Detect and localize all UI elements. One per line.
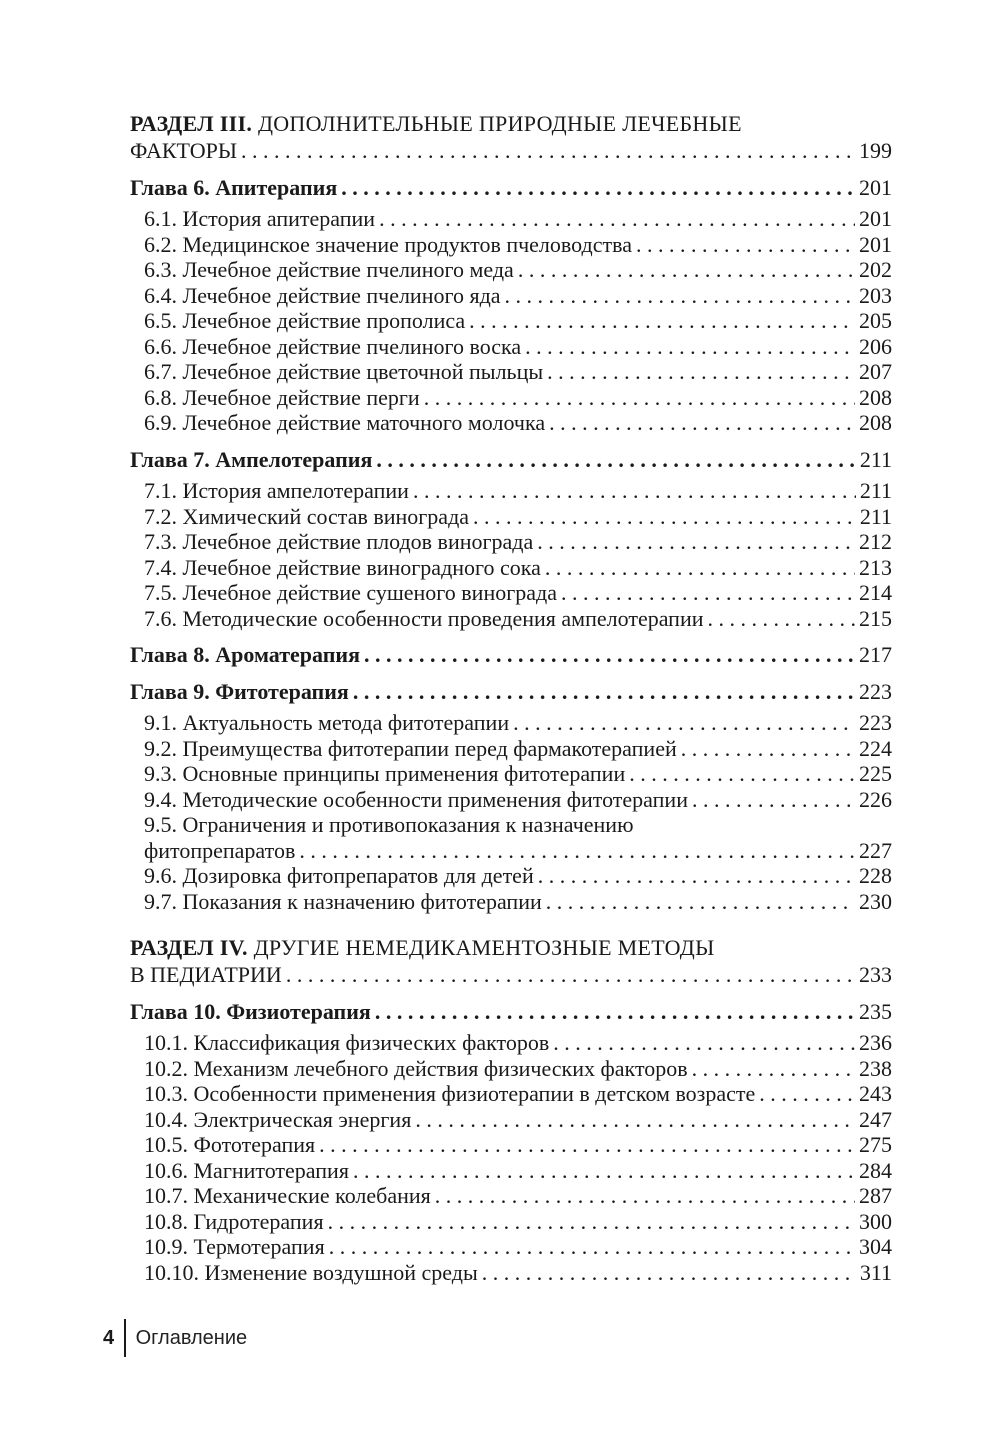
subsection-entry-page: 236 — [859, 1030, 892, 1055]
subsection-entry-label: 7.6. Методические особенности проведения ампелотерапии — [144, 605, 704, 631]
subsection-entry-page: 275 — [859, 1132, 892, 1157]
dot-leader — [482, 1260, 856, 1286]
subsection-entry-label: 10.1. Классификация физических факторов — [144, 1030, 550, 1055]
subsection-entry-page: 203 — [859, 282, 892, 308]
subsection-entry — [130, 889, 892, 915]
chapter-entry-page: 201 — [859, 174, 892, 200]
dot-leader — [525, 334, 855, 360]
subsection-list — [130, 206, 892, 436]
subsection-entry-page: 212 — [859, 529, 892, 554]
dot-leader — [546, 889, 855, 915]
chapter-entry — [130, 642, 892, 668]
subsection-entry — [130, 283, 892, 309]
subsection-entry — [130, 504, 892, 530]
subsection-entry-label: 10.6. Магнитотерапия — [144, 1157, 349, 1183]
subsection-entry-page: 205 — [859, 308, 892, 333]
dot-leader — [353, 679, 855, 705]
subsection-entry — [130, 1183, 892, 1209]
subsection-list — [130, 710, 892, 914]
dot-leader — [469, 308, 855, 334]
subsection-entry — [130, 1132, 892, 1158]
subsection-entry-page: 208 — [859, 410, 892, 435]
subsection-entry-page: 228 — [859, 863, 892, 888]
subsection-entry-page: 304 — [859, 1234, 892, 1259]
subsection-entry — [130, 710, 892, 736]
subsection-entry-label: 6.5. Лечебное действие прополиса — [144, 308, 466, 333]
dot-leader — [537, 529, 855, 555]
subsection-entry-page: 201 — [859, 231, 892, 257]
subsection-entry-page: 230 — [859, 888, 892, 914]
subsection-entry — [130, 1030, 892, 1056]
chapter-entry-label: Глава 10. Физиотерапия — [130, 998, 371, 1024]
subsection-entry-page: 226 — [859, 786, 892, 812]
chapter-entry — [130, 999, 892, 1025]
dot-leader — [553, 1030, 855, 1056]
footer-running-title: Оглавление — [135, 1326, 248, 1349]
subsection-entry-page: 311 — [859, 1259, 892, 1285]
subsection-entry-label: 10.9. Термотерапия — [144, 1234, 325, 1259]
subsection-entry-label: 9.4. Методические особенности применения фитотерапии — [144, 786, 688, 812]
section-title-text: ДРУГИЕ НЕМЕДИКАМЕНТОЗНЫЕ МЕТОДЫ — [247, 935, 715, 960]
dot-leader — [708, 606, 855, 632]
dot-leader — [435, 1183, 855, 1209]
chapter-entry-page: 217 — [859, 642, 892, 667]
subsection-entry-page: 213 — [859, 554, 892, 580]
subsection-entry — [130, 206, 892, 232]
dot-leader — [629, 761, 855, 787]
subsection-entry — [130, 308, 892, 334]
subsection-entry — [130, 838, 892, 864]
dot-leader — [353, 1158, 855, 1184]
subsection-entry-page: 224 — [859, 735, 892, 761]
chapter-entry — [130, 679, 892, 705]
dot-leader — [545, 555, 855, 581]
chapter-entry-label: Глава 6. Апитерапия — [130, 174, 338, 200]
section-title-line1 — [130, 934, 892, 962]
subsection-entry-label: фитопрепаратов — [144, 837, 296, 863]
subsection-entry-label: 10.7. Механические колебания — [144, 1183, 431, 1208]
dot-leader — [341, 175, 855, 201]
subsection-entry-page: 225 — [859, 761, 892, 786]
subsection-entry-page: 287 — [859, 1183, 892, 1208]
subsection-entry — [130, 1209, 892, 1235]
subsection-entry-label: 9.6. Дозировка фитопрепаратов для детей — [144, 863, 534, 888]
subsection-entry — [130, 385, 892, 411]
subsection-entry-page: 247 — [859, 1106, 892, 1132]
subsection-entry-label: 6.7. Лечебное действие цветочной пыльцы — [144, 359, 544, 384]
dot-leader — [415, 1107, 855, 1133]
subsection-entry-label: 6.6. Лечебное действие пчелиного воска — [144, 333, 522, 359]
dot-leader — [299, 838, 855, 864]
subsection-entry — [130, 606, 892, 632]
chapter-entry-label: Глава 9. Фитотерапия — [130, 678, 349, 704]
subsection-entry-label: 10.5. Фототерапия — [144, 1132, 316, 1157]
subsection-list — [130, 1030, 892, 1285]
dot-leader — [547, 359, 855, 385]
dot-leader — [561, 580, 855, 606]
section-title-line2-page: 233 — [859, 962, 892, 987]
section-title-line2-page: 199 — [859, 138, 892, 163]
dot-leader — [413, 478, 856, 504]
chapter-entry-page: 235 — [859, 998, 892, 1024]
table-of-contents — [130, 110, 892, 1285]
dot-leader — [364, 642, 855, 668]
subsection-entry-label: 6.1. История апитерапии — [144, 206, 376, 231]
subsection-entry-label: 9.2. Преимущества фитотерапии перед фармакотерапией — [144, 735, 677, 761]
dot-leader — [692, 1056, 855, 1082]
section-title-text: ДОПОЛНИТЕЛЬНЫЕ ПРИРОДНЫЕ ЛЕЧЕБНЫЕ — [252, 111, 742, 136]
subsection-entry-page: 208 — [859, 384, 892, 410]
subsection-entry-page: 211 — [859, 503, 892, 529]
subsection-entry — [130, 257, 892, 283]
chapter-entry-page: 223 — [859, 678, 892, 704]
dot-leader — [286, 962, 855, 988]
subsection-entry-page: 243 — [859, 1081, 892, 1106]
subsection-entry — [130, 359, 892, 385]
chapter-entry — [130, 447, 892, 473]
subsection-entry — [130, 580, 892, 606]
subsection-entry — [130, 1158, 892, 1184]
subsection-entry — [130, 334, 892, 360]
section-prefix: РАЗДЕЛ III. — [130, 111, 253, 136]
page-footer — [103, 1318, 247, 1358]
subsection-entry-page: 201 — [859, 206, 892, 231]
dot-leader — [328, 1209, 855, 1235]
dot-leader — [549, 410, 855, 436]
subsection-entry — [130, 787, 892, 813]
dot-leader — [329, 1234, 855, 1260]
subsection-entry — [130, 232, 892, 258]
subsection-entry-label: 6.3. Лечебное действие пчелиного меда — [144, 257, 514, 282]
subsection-entry-page: 202 — [859, 257, 892, 282]
subsection-entry-page: 211 — [859, 478, 892, 503]
chapter-entry — [130, 175, 892, 201]
subsection-entry-label: 7.3. Лечебное действие плодов винограда — [144, 529, 534, 554]
subsection-entry-label: 7.4. Лечебное действие виноградного сока — [144, 554, 541, 580]
subsection-entry-page: 223 — [859, 710, 892, 735]
dot-leader — [538, 863, 855, 889]
dot-leader — [473, 504, 856, 530]
subsection-entry-label: 10.2. Механизм лечебного действия физических факторов — [144, 1055, 688, 1081]
subsection-entry — [130, 1081, 892, 1107]
subsection-entry-label: 9.7. Показания к назначению фитотерапии — [144, 888, 542, 914]
subsection-entry-label: 9.1. Актуальность метода фитотерапии — [144, 710, 510, 735]
dot-leader — [424, 385, 855, 411]
subsection-entry — [130, 1234, 892, 1260]
dot-leader — [759, 1081, 855, 1107]
subsection-entry-page: 206 — [859, 333, 892, 359]
subsection-entry — [130, 555, 892, 581]
subsection-entry — [130, 529, 892, 555]
subsection-entry-label: 10.8. Гидротерапия — [144, 1208, 324, 1234]
subsection-entry-label: 7.5. Лечебное действие сушеного винограда — [144, 580, 557, 605]
chapter-entry-label: Глава 8. Ароматерапия — [130, 642, 360, 667]
subsection-entry-page: 284 — [859, 1157, 892, 1183]
subsection-entry-label: 7.2. Химический состав винограда — [144, 503, 470, 529]
dot-leader — [692, 787, 855, 813]
section-entry — [130, 110, 892, 164]
section-prefix: РАЗДЕЛ IV. — [130, 935, 248, 960]
chapter-entry-page: 211 — [859, 446, 892, 472]
subsection-entry — [130, 761, 892, 787]
dot-leader — [636, 232, 855, 258]
subsection-entry-page: 300 — [859, 1208, 892, 1234]
chapter-entry-label: Глава 7. Ампелотерапия — [130, 446, 373, 472]
dot-leader — [376, 447, 855, 473]
subsection-entry — [130, 478, 892, 504]
subsection-entry-page: 214 — [859, 580, 892, 605]
subsection-entry — [130, 410, 892, 436]
subsection-entry-page: 207 — [859, 359, 892, 384]
dot-leader — [379, 206, 855, 232]
subsection-entry-page: 227 — [859, 837, 892, 863]
dot-leader — [375, 999, 855, 1025]
subsection-entry-label: 10.10. Изменение воздушной среды — [144, 1259, 478, 1285]
section-title-line2 — [130, 962, 892, 988]
subsection-entry-label: 10.3. Особенности применения физиотерапии в детском возрасте — [144, 1081, 756, 1106]
section-title-line2 — [130, 138, 892, 164]
section-title-line2-label: ФАКТОРЫ — [130, 138, 238, 163]
dot-leader — [518, 257, 855, 283]
subsection-title-line1: 9.5. Ограничения и противопоказания к назначению — [144, 812, 634, 837]
subsection-entry-label: 6.9. Лечебное действие маточного молочка — [144, 410, 546, 435]
subsection-entry-label: 10.4. Электрическая энергия — [144, 1106, 412, 1132]
subsection-entry-label: 6.8. Лечебное действие перги — [144, 384, 420, 410]
subsection-entry-label: 9.3. Основные принципы применения фитотерапии — [144, 761, 626, 786]
footer-page-number: 4 — [103, 1326, 115, 1349]
subsection-entry — [130, 863, 892, 889]
subsection-entry-page: 238 — [859, 1055, 892, 1081]
subsection-entry — [130, 1056, 892, 1082]
subsection-entry-label: 6.4. Лечебное действие пчелиного яда — [144, 282, 501, 308]
dot-leader — [319, 1132, 855, 1158]
dot-leader — [241, 138, 855, 164]
dot-leader — [505, 283, 855, 309]
dot-leader — [681, 736, 855, 762]
section-title-line2-label: В ПЕДИАТРИИ — [130, 962, 282, 987]
subsection-entry — [130, 736, 892, 762]
subsection-entry-page: 215 — [859, 605, 892, 631]
section-title-line1 — [130, 110, 892, 138]
subsection-list — [130, 478, 892, 631]
subsection-entry-label: 6.2. Медицинское значение продуктов пчеловодства — [144, 231, 632, 257]
section-entry — [130, 934, 892, 988]
subsection-entry-label: 7.1. История ампелотерапии — [144, 478, 409, 503]
subsection-entry — [130, 1260, 892, 1286]
subsection-entry — [130, 1107, 892, 1133]
dot-leader — [513, 710, 855, 736]
